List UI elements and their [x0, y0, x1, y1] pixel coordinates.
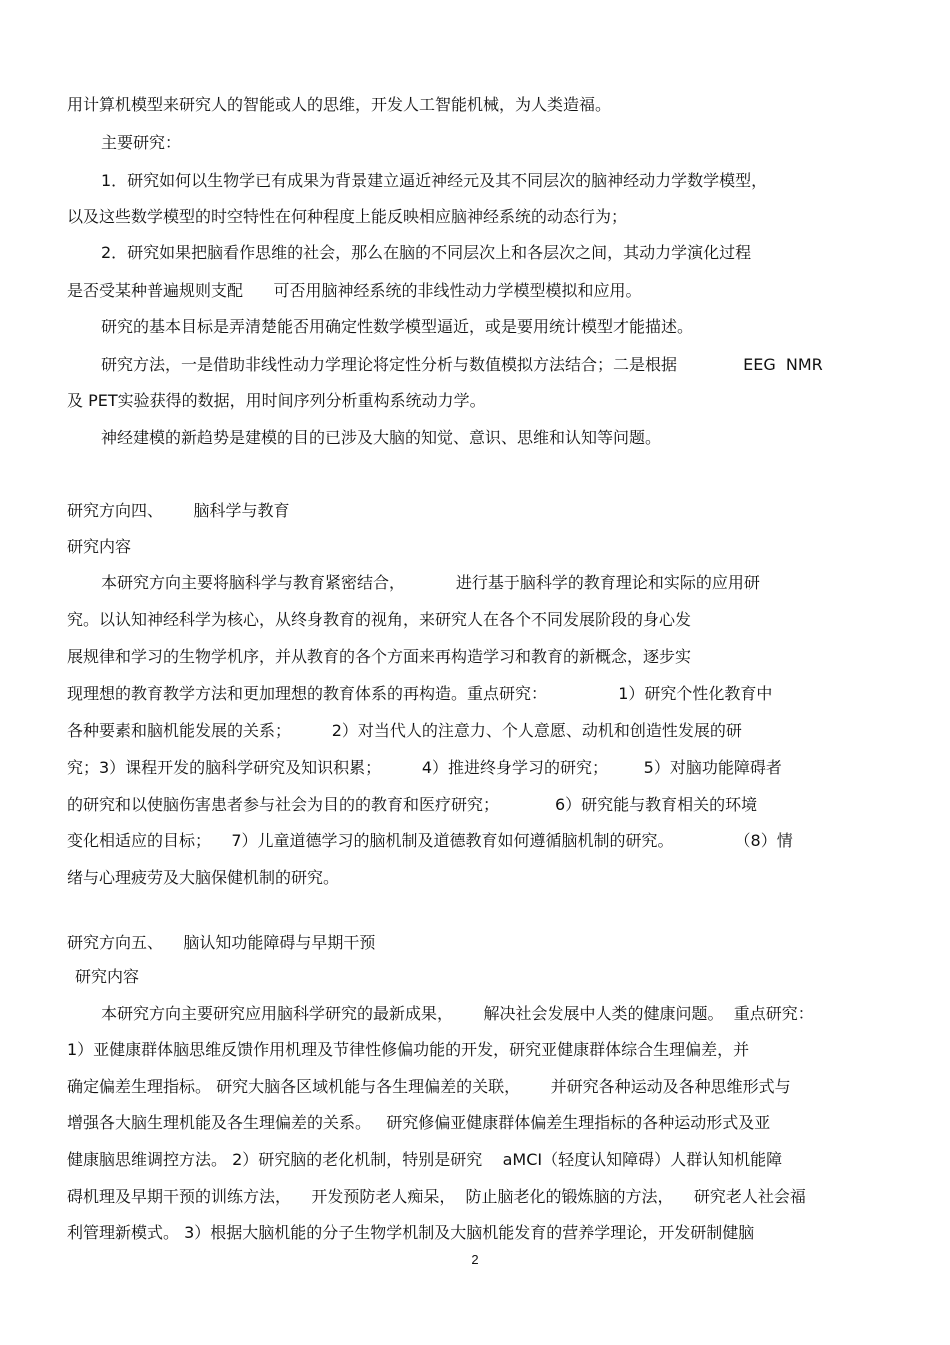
subheading-content-4: 研究内容 — [67, 537, 132, 556]
line-27: 增强各大脑生理机能及各生理偏差的关系。 研究修偏亚健康群体偏差生理指标的各种运动形式及亚 — [67, 1113, 771, 1132]
line-19: 的研究和以使脑伤害患者参与社会为目的的教育和医疗研究； 6）研究能与教育相关的环境 — [67, 795, 758, 814]
line-4: 以及这些数学模型的时空特性在何种程度上能反映相应脑神经系统的动态行为； — [67, 207, 628, 226]
line-24: 本研究方向主要研究应用脑科学研究的最新成果， 解决社会发展中人类的健康问题。 重点研究： — [101, 1004, 814, 1023]
subheading-content-5: 研究内容 — [75, 967, 140, 986]
line-20: 变化相适应的目标； 7）儿童道德学习的脑机制及道德教育如何遵循脑机制的研究。 （8）情 — [67, 831, 793, 850]
line-7: 研究的基本目标是弄清楚能否用确定性数学模型逼近，或是要用统计模型才能描述。 — [101, 317, 694, 336]
page-number: 2 — [471, 1252, 479, 1267]
line-6: 是否受某种普遍规则支配 可否用脑神经系统的非线性动力学模型模拟和应用。 — [67, 281, 642, 300]
line-26: 确定偏差生理指标。 研究大脑各区域机能与各生理偏差的关联， 并研究各种运动及各种思维形式与 — [67, 1077, 791, 1096]
line-5: 2．研究如果把脑看作思维的社会，那么在脑的不同层次上和各层次之间，其动力学演化过程 — [101, 243, 752, 262]
line-10: 神经建模的新趋势是建模的目的已涉及大脑的知觉、意识、思维和认知等问题。 — [101, 428, 662, 447]
line-2: 主要研究： — [101, 133, 182, 152]
line-3: 1．研究如何以生物学已有成果为背景建立逼近神经元及其不同层次的脑神经动力学数学模型， — [101, 171, 768, 190]
line-18: 究；3）课程开发的脑科学研究及知识积累； 4）推进终身学习的研究； 5）对脑功能障碍者 — [67, 758, 782, 777]
line-13: 本研究方向主要将脑科学与教育紧密结合， 进行基于脑科学的教育理论和实际的应用研 — [101, 573, 760, 592]
line-25: 1）亚健康群体脑思维反馈作用机理及节律性修偏功能的开发，研究亚健康群体综合生理偏差，并 — [67, 1040, 750, 1059]
line-8: 研究方法，一是借助非线性动力学理论将定性分析与数值模拟方法结合；二是根据 EEG NMR — [101, 355, 823, 374]
line-21: 绪与心理疲劳及大脑保健机制的研究。 — [67, 868, 340, 887]
section-heading-5: 研究方向五、 脑认知功能障碍与早期干预 — [67, 933, 376, 952]
line-16: 现理想的教育教学方法和更加理想的教育体系的再构造。重点研究： 1）研究个性化教育中 — [67, 684, 773, 703]
line-30: 利管理新模式。 3）根据大脑机能的分子生物学机制及大脑机能发育的营养学理论，开发研制健脑 — [67, 1223, 755, 1242]
line-29: 碍机理及早期干预的训练方法， 开发预防老人痴呆， 防止脑老化的锻炼脑的方法， 研究老人社会福 — [67, 1187, 806, 1206]
line-17: 各种要素和脑机能发展的关系； 2）对当代人的注意力、个人意愿、动机和创造性发展的研 — [67, 721, 742, 740]
line-1: 用计算机模型来研究人的智能或人的思维，开发人工智能机械，为人类造福。 — [67, 95, 612, 114]
line-14: 究。以认知神经科学为核心，从终身教育的视角，来研究人在各个不同发展阶段的身心发 — [67, 610, 692, 629]
line-15: 展规律和学习的生物学机序，并从教育的各个方面来再构造学习和教育的新概念，逐步实 — [67, 647, 692, 666]
section-heading-4: 研究方向四、 脑科学与教育 — [67, 501, 290, 520]
line-28: 健康脑思维调控方法。 2）研究脑的老化机制，特别是研究 aMCI（轻度认知障碍）人群认知机能障 — [67, 1150, 783, 1169]
line-9: 及 PET实验获得的数据，用时间序列分析重构系统动力学。 — [67, 391, 486, 410]
